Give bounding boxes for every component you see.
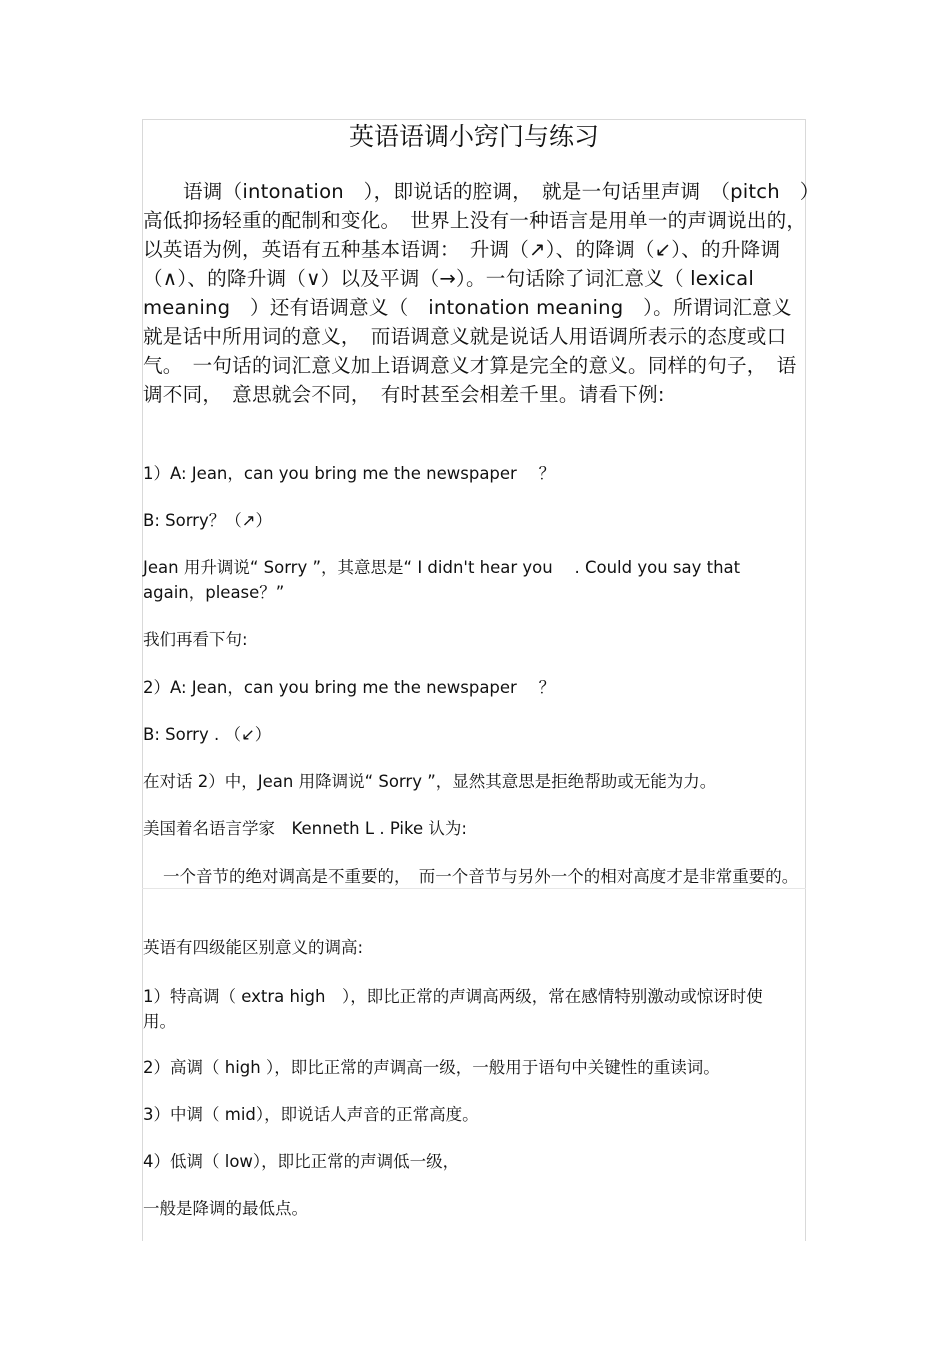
example2-line-a: 2）A: Jean，can you bring me the newspaper ？ (143, 678, 556, 697)
example2-explanation: 在对话 2）中，Jean 用降调说“ Sorry ”，显然其意思是拒绝帮助或无能为力。 (143, 772, 717, 791)
level-item-extra-high: 1）特高调（ extra high ），即比正常的声调高两级，常在感情特别激动或惊讶时使用。 (143, 987, 763, 1031)
example2-line-b: B: Sorry . （↙） (143, 725, 272, 744)
levels-intro: 英语有四级能区别意义的调高: (143, 938, 364, 957)
level-item-high: 2）高调（ high ），即比正常的声调高一级，一般用于语句中关键性的重读词。 (143, 1058, 720, 1077)
level-item-low: 4）低调（ low），即比正常的声调低一级， (143, 1152, 460, 1171)
level-item-mid: 3）中调（ mid），即说话人声音的正常高度。 (143, 1105, 479, 1124)
transition-text: 我们再看下句: (143, 630, 248, 649)
document-title: 英语语调小窍门与练习 (348, 122, 599, 151)
intro-paragraph: 语调（intonation ），即说话的腔调， 就是一句话里声调 （pitch ）高低抑扬轻重的配制和变化。 世界上没有一种语言是用单一的声调说出的，以英语为例，英语有五种基本语调： 升调（↗）、的降调（↙）、的升降调（∧）、的降升调（∨）以及平调（→）。一句话除了词汇意义（ lexical meaning ）还有语调意义（ intonation meaning ）。所谓词汇意义就是话中所用词的意义， 而语调意义就是说话人用语调所表示的态度或口气。 一句话的词汇意义加上语调意义才算是完全的意义。同样的句子， 语调不同， 意思就会不同， 有时甚至会相差千里。请看下例: (143, 180, 810, 406)
example1-line-b: B: Sorry？（↗） (143, 511, 273, 530)
closing-text: 一般是降调的最低点。 (143, 1199, 308, 1218)
example1-line-a: 1）A: Jean，can you bring me the newspaper ？ (143, 464, 556, 483)
pike-quote: 一个音节的绝对调高是不重要的， 而一个音节与另外一个的相对高度才是非常重要的。 (163, 867, 799, 886)
pike-intro: 美国着名语言学家 Kenneth L . Pike 认为: (143, 819, 467, 838)
example1-explanation: Jean 用升调说“ Sorry ”，其意思是“ I didn't hear you . Could you say that again，please？” (143, 558, 741, 602)
